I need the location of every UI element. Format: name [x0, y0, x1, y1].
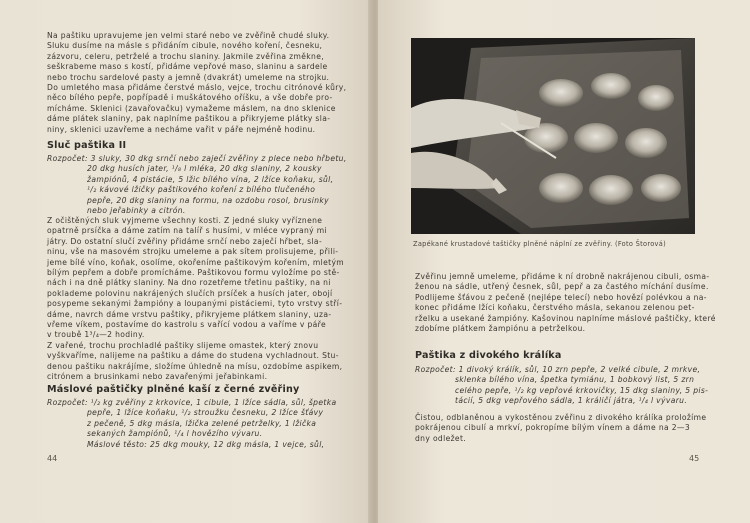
text-line: sekaných žampiónů, ¹/₄ l hovězího vývaru. [87, 429, 263, 439]
text-line: nebo trochu sardelové pasty a jemně (dvakrát) umeleme na strojku. [47, 72, 330, 82]
text-line: dáme, navrch dáme vrstvu paštiky, přikryjeme plátkem slaniny, uza- [47, 309, 332, 319]
text-line: Z očištěných sluk vyjmeme všechny kosti. Z jedné sluky vyříznene [47, 216, 323, 225]
text-line: zázvoru, celeru, petrželé a trochu slaniny. Jakmile zvěřina změkne, [47, 51, 324, 61]
text-line: Rozpočet: ¹/₂ kg zvěřiny z krkovice, 1 cibule, 1 lžíce sádla, sůl, špetka [47, 398, 337, 407]
text-line: tácií, 5 dkg vepřového sádla, 1 králičí játra, ¹/₄ l vývaru. [455, 396, 688, 406]
text-line: konec přidáme lžíci koňaku, čerstvého másla, sekanou zelenou pet- [415, 303, 695, 313]
text-line: citrónem a brusinkami nebo zavařenými jeřabinkami. [47, 372, 268, 382]
page-number-left: 44 [47, 454, 58, 463]
text-line: Máslové těsto: 25 dkg mouky, 12 dkg másla, 1 vejce, sůl, [87, 439, 325, 449]
text-line: ženou na sádle, utřený česnek, sůl, pepř a za častého míchání dusíme. [415, 282, 709, 292]
text-line: dny odležet. [415, 433, 467, 443]
text-line: bílým pepřem a dobře promícháme. Paštikovou formu vyložíme po stě- [47, 268, 340, 278]
page-number-right: 45 [689, 454, 700, 463]
text-line: pepře, 1 lžíce koňaku, ¹/₂ stroužku česneku, 2 lžíce šťávy [87, 408, 324, 418]
text-line: Z vařené, trochu prochladlé paštiky slijeme omastek, který znovu [47, 340, 319, 350]
text-line: Na paštiku upravujeme jen velmi staré nebo ve zvěřině chudé sluky. [47, 31, 330, 40]
method-paragraph-3 [415, 413, 706, 444]
method-paragraph-1 [47, 216, 344, 383]
recipe-heading-maslove-pasticky: Máslové paštičky plněné kaší z černé zvěřiny [47, 384, 300, 395]
ingredients-list-1 [47, 154, 347, 216]
text-line: opatrně prsíčka a dáme zatím na talíř s husími, v mléce vypraný mi [47, 226, 327, 236]
ingredients-list-3 [415, 365, 708, 407]
text-line: pokrájenou cibulí a mrkví, pokropíme bílým vínem a dáme na 2—3 [415, 423, 691, 433]
intro-paragraph [47, 31, 346, 135]
text-line: vřeme víkem, postavíme do kastrolu s vařící vodou a vaříme v páře [47, 320, 327, 330]
pastry-photo [411, 38, 695, 234]
text-line: Čistou, odblaněnou a vykostěnou zvěřinu z divokého králíka proložíme [415, 413, 707, 422]
text-line: denou paštiku nakrájíme, složíme úhledně na mísu, ozdobíme aspikem, [47, 361, 343, 371]
text-line: Zvěřinu jemně umeleme, přidáme k ní drobně nakrájenou cibuli, osma- [415, 272, 710, 281]
photo-caption: Zapékané krustadové taštičky plněné náplní ze zvěřiny. (Foto Štorová) [413, 240, 666, 248]
text-line: v troubě 1³/₄—2 hodiny. [47, 330, 145, 340]
text-line: seškrabeme maso s kostí, přidáme vepřové maso, slaninu a sardele [47, 62, 328, 72]
text-line: Sluku dusíme na másle s přidáním cibule, nového koření, česneku, [47, 41, 323, 51]
pastry-photo-image [411, 38, 695, 234]
text-line: nách i na dně plátky slaniny. Na dno rozetřeme třetinu paštiky, na ni [47, 278, 331, 288]
text-line: vyškvaříme, nalijeme na paštiku a dáme do studena vychladnout. Stu- [47, 351, 339, 361]
text-line: zdobíme plátkem žampiónu a petrželkou. [415, 324, 586, 334]
text-line: něco bílého pepře, popřípadě i muškátového oříšku, a vše dobře pro- [47, 93, 333, 103]
text-line: sklenka bílého vína, špetka tymiánu, 1 bobkový list, 5 zrn [455, 375, 695, 385]
text-line: rželku a usekané žampióny. Kašovinou naplníme máslové paštičky, které [415, 313, 716, 323]
text-line: dáme plátek slaniny, pak naplníme paštikou a přikryjeme plátky sla- [47, 114, 331, 124]
text-line: posypeme sekanými žampióny a loupanými pistáciemi, tyto vrstvy stří- [47, 299, 343, 309]
text-line: nebo jeřabinky a citrón. [87, 206, 186, 216]
text-line: z pečeně, 5 dkg másla, lžička zelené petrželky, 1 lžička [87, 418, 317, 428]
text-line: Rozpočet: 1 divoký králík, sůl, 10 zrn pepře, 2 velké cibule, 2 mrkve, [415, 365, 701, 374]
text-line: Podlijeme šťávou z pečeně (nejlépe telecí) nebo hovězí polévkou a na- [415, 292, 707, 302]
recipe-heading-pastika-z-kralika: Paštika z divokého králíka [415, 350, 562, 361]
text-line: 20 dkg husích jater, ¹/₈ l mléka, 20 dkg slaniny, 2 kousky [87, 164, 322, 174]
text-line: játry. Do ostatní slučí zvěřiny přidáme srnčí nebo zaječí hřbet, sla- [47, 236, 323, 246]
text-line: pepře, 20 dkg slaniny na formu, na ozdobu rosol, brusinky [87, 195, 329, 205]
text-line: jeme bílé víno, koňak, osolíme, okořeníme paštikovým kořením, mletým [47, 257, 345, 267]
text-line: žampiónů, 4 pistácie, 5 lžic bílého vína, 2 lžíce koňaku, sůl, [87, 174, 334, 184]
text-line: celého pepře, ¹/₂ kg vepřové krkovičky, 15 dkg slaniny, 5 pis- [455, 385, 709, 395]
recipe-heading-sluci-pastika: Sluč paštika II [47, 140, 127, 151]
text-line: mícháme. Sklenici (zavařovačku) vymažeme máslem, na dno sklenice [47, 103, 336, 113]
text-line: ninu, vše na masovém strojku umeleme a pak sítem prolisujeme, přili- [47, 247, 339, 257]
text-line: ¹/₂ kávové lžičky paštikového koření z bílého tlučeného [87, 185, 316, 195]
method-paragraph-2 [415, 272, 716, 334]
ingredients-list-2 [47, 398, 336, 450]
text-line: Rozpočet: 3 sluky, 30 dkg srnčí nebo zaječí zvěřiny z plece nebo hřbetu, [47, 154, 347, 163]
text-line: Do umletého masa přidáme čerstvé máslo, vejce, trochu citrónové kůry, [47, 83, 347, 93]
text-line: poklademe polovinu nakrájených slučích prsíček a husích jater, obojí [47, 288, 333, 298]
text-line: niny, sklenici uzavřeme a necháme vařit v páře nejméně hodinu. [47, 124, 316, 134]
